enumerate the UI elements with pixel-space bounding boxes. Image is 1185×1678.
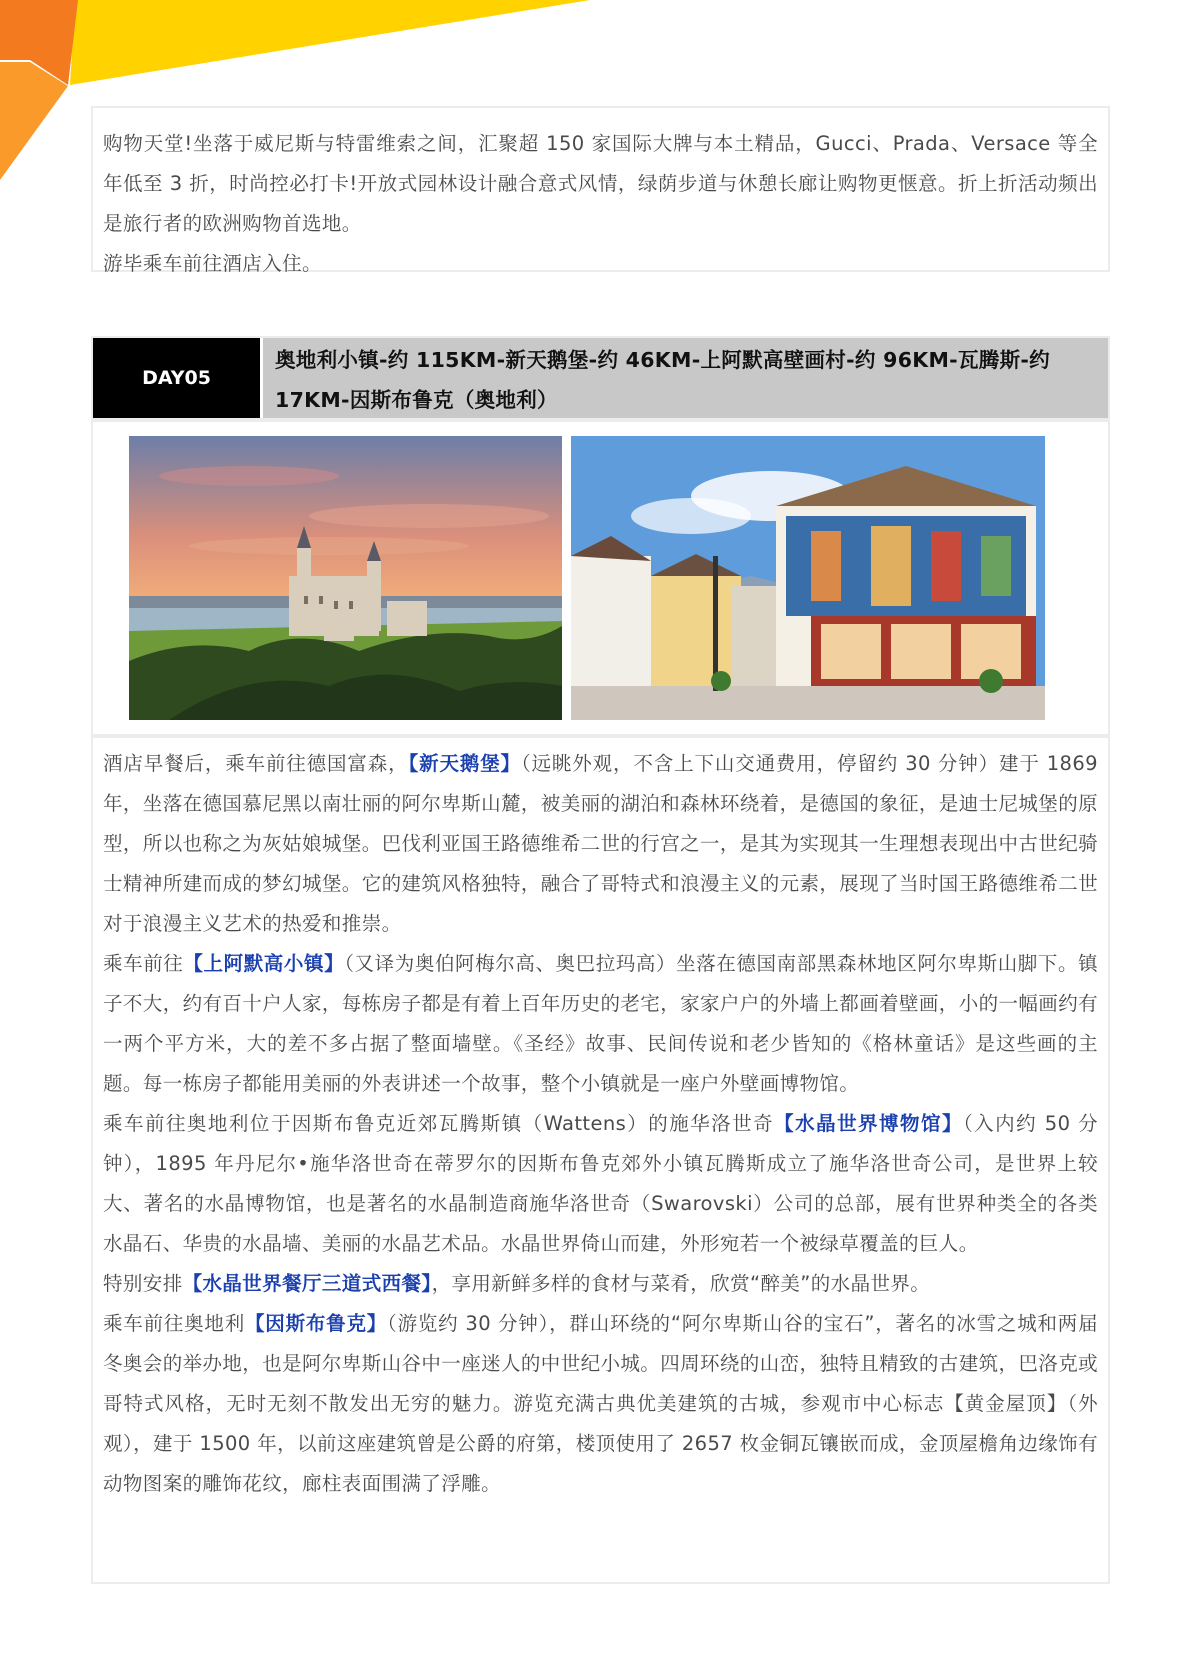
day-label: DAY05 (93, 338, 260, 418)
itinerary-text-section (91, 736, 1110, 1584)
paragraph-oberammergau (93, 944, 1108, 1104)
highlight-innsbruck: 【因斯布鲁克】 (245, 1312, 388, 1335)
photo-section (91, 420, 1110, 736)
day-header (91, 336, 1110, 420)
para-text: （游览约 30 分钟），群山环绕的“阿尔卑斯山谷的宝石”，著名的冰雪之城和两届冬奥会的举办地，也是阿尔卑斯山谷中一座迷人的中世纪小城。四周环绕的山峦，独特且精致的古建筑，巴洛克或哥特式风格，无时无刻不散发出无穷的魅力。游览充满古典优美建筑的古城，参观市中心标志【黄金屋顶】（外观），建于 1500 年，以前这座建筑曾是公爵的府第，楼顶使用了 2657 枚金铜瓦镶嵌而成，金顶屋檐角边缘饰有动物图案的雕饰花纹，廊柱表面围满了浮雕。 (103, 1312, 1099, 1495)
para-text: ，享用新鲜多样的食材与菜肴，欣赏“醉美”的水晶世界。 (431, 1272, 931, 1295)
para-text: 乘车前往奥地利 (103, 1312, 246, 1335)
para-text: 特别安排 (103, 1272, 183, 1295)
para-text: （远眺外观，不含上下山交通费用，停留约 30 分钟）建于 1869 年，坐落在德国慕尼黑以南壮丽的阿尔卑斯山麓，被美丽的湖泊和森林环绕着，是德国的象征，是迪士尼城堡的原型，所以也称之为灰姑娘城堡。巴伐利亚国王路德维希二世的行宫之一，是其为实现其一生理想表现出中古世纪骑士精神所建而成的梦幻城堡。它的建筑风格独特，融合了哥特式和浪漫主义的元素，展现了当时国王路德维希二世对于浪漫主义艺术的热爱和推崇。 (103, 752, 1099, 935)
para-text: （入内约 50 分钟），1895 年丹尼尔•施华洛世奇在蒂罗尔的因斯布鲁克郊外小镇瓦腾斯成立了施华洛世奇公司，是世界上较大、著名的水晶博物馆，也是著名的水晶制造商施华洛世奇（Swarovski）公司的总部，展有世界种类全的各类水晶石、华贵的水晶墙、美丽的水晶艺术品。水晶世界倚山而建，外形宛若一个被绿草覆盖的巨人。 (103, 1112, 1098, 1255)
deco-yellow-shape (70, 0, 590, 85)
intro-after-text: 游毕乘车前往酒店入住。 (103, 252, 322, 275)
castle-photo (129, 436, 562, 720)
para-text: （又译为奥伯阿梅尔高、奥巴拉玛高）坐落在德国南部黑森林地区阿尔卑斯山脚下。镇子不大，约有百十户人家，每栋房子都是有着上百年历史的老宅，家家户户的外墙上都画着壁画，小的一幅画约有一两个平方米，大的差不多占据了整面墙壁。《圣经》故事、民间传说和老少皆知的《格林童话》是这些画的主题。每一栋房子都能用美丽的外表讲述一个故事，整个小镇就是一座户外壁画博物馆。 (103, 952, 1099, 1095)
oberammergau-photo (571, 436, 1045, 720)
para-text: 乘车前往奥地利位于因斯布鲁克近郊瓦腾斯镇（Wattens）的施华洛世奇 (103, 1112, 775, 1135)
paragraph-crystal-dinner (93, 1264, 1108, 1304)
para-text: 酒店早餐后，乘车前往德国富森， (103, 752, 409, 775)
intro-section (91, 106, 1110, 275)
paragraph-innsbruck (93, 1304, 1108, 1504)
paragraph-neuschwanstein (93, 744, 1108, 944)
para-text: 乘车前往 (103, 952, 184, 975)
highlight-crystal-worlds: 【水晶世界博物馆】 (774, 1112, 963, 1135)
paragraph-crystal-worlds (93, 1104, 1108, 1264)
intro-text: 购物天堂!坐落于威尼斯与特雷维索之间，汇聚超 150 家国际大牌与本土精品，Gucci、Prada、Versace 等全年低至 3 折，时尚控必打卡!开放式园林设计融合意式风情，绿荫步道与休憩长廊让购物更惬意。折上折活动频出是旅行者的欧洲购物首选地。 (103, 132, 1098, 235)
day-title: 奥地利小镇-约 115KM-新天鹅堡-约 46KM-上阿默高壁画村-约 96KM-瓦腾斯-约 17KM-因斯布鲁克（奥地利） (260, 338, 1108, 418)
highlight-neuschwanstein: 【新天鹅堡】 (408, 752, 521, 775)
highlight-oberammergau: 【上阿默高小镇】 (183, 952, 345, 975)
deco-orange-lower-shape (0, 62, 68, 180)
highlight-crystal-dinner: 【水晶世界餐厅三道式西餐】 (182, 1272, 432, 1295)
